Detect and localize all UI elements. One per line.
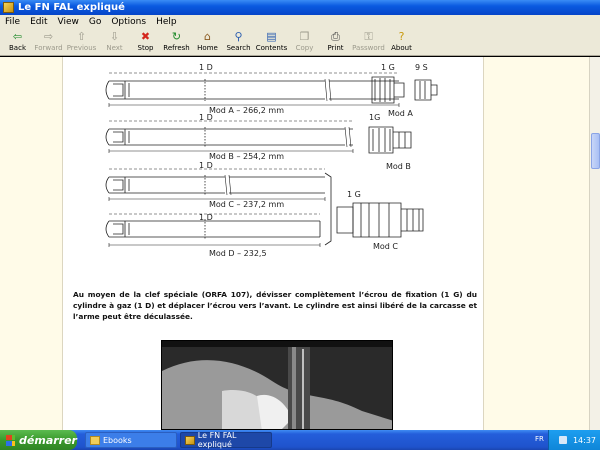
toolbar-button-label: Contents <box>255 44 288 52</box>
password-icon: ⚿ <box>364 30 373 43</box>
print-icon: ⎙ <box>331 30 340 43</box>
label-1d-b: 1 D <box>199 113 213 122</box>
toolbar-button-label: Stop <box>137 44 154 52</box>
help-book-icon <box>3 2 14 13</box>
instruction-paragraph: Au moyen de la clef spéciale (ORFA 107), dévisser complètement l’écrou de fixation (1 G) du cylindre à gaz (1 D) et déplacer l’écrou vers l’avant. Le cylindre est ainsi libéré de la carcasse et l’arme peut être déculassée. <box>73 290 477 321</box>
language-indicator[interactable]: FR <box>535 435 544 443</box>
label-mod-c: Mod C <box>373 242 399 251</box>
toolbar-button-label: Copy <box>295 44 314 52</box>
gas-cylinder-diagram <box>63 57 485 272</box>
toolbar-refresh-button[interactable] <box>161 28 192 55</box>
speaker-icon[interactable] <box>559 436 567 444</box>
label-1g-c: 1 G <box>347 190 361 199</box>
label-dim-a: Mod A – 266,2 mm <box>209 106 285 115</box>
content-area <box>0 57 589 430</box>
toolbar-about-button[interactable] <box>386 28 417 55</box>
forward-arrow-icon: ⇨ <box>43 30 54 43</box>
label-9s-a: 9 S <box>415 63 428 72</box>
toolbar-print-button[interactable] <box>320 28 351 55</box>
toolbar-button-label: Next <box>106 44 123 52</box>
start-button[interactable] <box>0 430 77 450</box>
menu-options[interactable]: Options <box>111 16 147 27</box>
toolbar-forward-button[interactable] <box>33 28 64 55</box>
label-dim-c: Mod C – 237,2 mm <box>209 200 285 209</box>
diagram-labels <box>199 63 428 258</box>
taskbar-item-label: Ebooks <box>103 435 132 445</box>
label-mod-b: Mod B <box>386 162 411 171</box>
toolbar <box>0 28 600 56</box>
taskbar-item-fnfal[interactable] <box>180 432 272 448</box>
toolbar-password-button[interactable] <box>351 28 386 55</box>
copy-icon: ❐ <box>299 30 310 43</box>
refresh-icon: ↻ <box>171 30 182 43</box>
toolbar-home-button[interactable] <box>192 28 223 55</box>
scrollbar-thumb[interactable] <box>591 133 600 169</box>
system-tray <box>548 430 600 450</box>
toolbar-button-label: Forward <box>34 44 63 52</box>
toolbar-stop-button[interactable] <box>130 28 161 55</box>
document-page <box>62 57 484 430</box>
menu-view[interactable]: View <box>57 16 79 27</box>
title-bar[interactable] <box>0 0 600 15</box>
label-1d-a: 1 D <box>199 63 213 72</box>
label-1g-b: 1G <box>369 113 381 122</box>
taskbar-item-label: Le FN FAL expliqué <box>197 431 237 449</box>
label-1d-d: 1 D <box>199 213 213 222</box>
menu-file[interactable]: File <box>5 16 21 27</box>
start-label: démarrer <box>19 433 77 447</box>
toolbar-copy-button[interactable] <box>289 28 320 55</box>
search-icon: ⚲ <box>234 30 243 43</box>
up-arrow-icon: ⇧ <box>76 30 87 43</box>
toolbar-search-button[interactable] <box>223 28 254 55</box>
home-icon: ⌂ <box>204 30 211 43</box>
taskbar-item-ebooks[interactable] <box>85 432 177 448</box>
toolbar-back-button[interactable] <box>2 28 33 55</box>
menu-bar <box>0 15 600 28</box>
about-icon: ? <box>398 30 405 43</box>
help-book-icon <box>185 436 195 445</box>
label-mod-a: Mod A <box>388 109 413 118</box>
clock[interactable]: 14:37 <box>572 435 596 445</box>
down-arrow-icon: ⇩ <box>109 30 120 43</box>
toolbar-button-label: Print <box>327 44 344 52</box>
menu-help[interactable]: Help <box>156 16 177 27</box>
label-1d-c: 1 D <box>199 161 213 170</box>
toolbar-button-label: Home <box>197 44 218 52</box>
rifle-photo <box>161 340 393 430</box>
toolbar-previous-button[interactable] <box>64 28 99 55</box>
toolbar-button-label: Back <box>9 44 26 52</box>
toolbar-button-label: Search <box>226 44 251 52</box>
menu-go[interactable]: Go <box>88 16 102 27</box>
label-dim-d: Mod D – 232,5 <box>209 249 267 258</box>
toolbar-button-label: Previous <box>66 44 97 52</box>
back-arrow-icon: ⇦ <box>12 30 23 43</box>
toolbar-button-label: Password <box>352 44 385 52</box>
menu-edit[interactable]: Edit <box>30 16 48 27</box>
taskbar <box>0 430 600 450</box>
label-1g-a: 1 G <box>381 63 395 72</box>
toolbar-button-label: Refresh <box>163 44 190 52</box>
label-dim-b: Mod B – 254,2 mm <box>209 152 285 161</box>
windows-flag-icon <box>6 435 15 446</box>
folder-icon <box>90 436 100 445</box>
stop-icon: ✖ <box>140 30 151 43</box>
toolbar-next-button[interactable] <box>99 28 130 55</box>
window-title: Le FN FAL expliqué <box>18 2 125 13</box>
toolbar-contents-button[interactable] <box>254 28 289 55</box>
vertical-scrollbar[interactable] <box>589 57 600 430</box>
contents-icon: ▤ <box>266 30 277 43</box>
toolbar-button-label: About <box>391 44 412 52</box>
